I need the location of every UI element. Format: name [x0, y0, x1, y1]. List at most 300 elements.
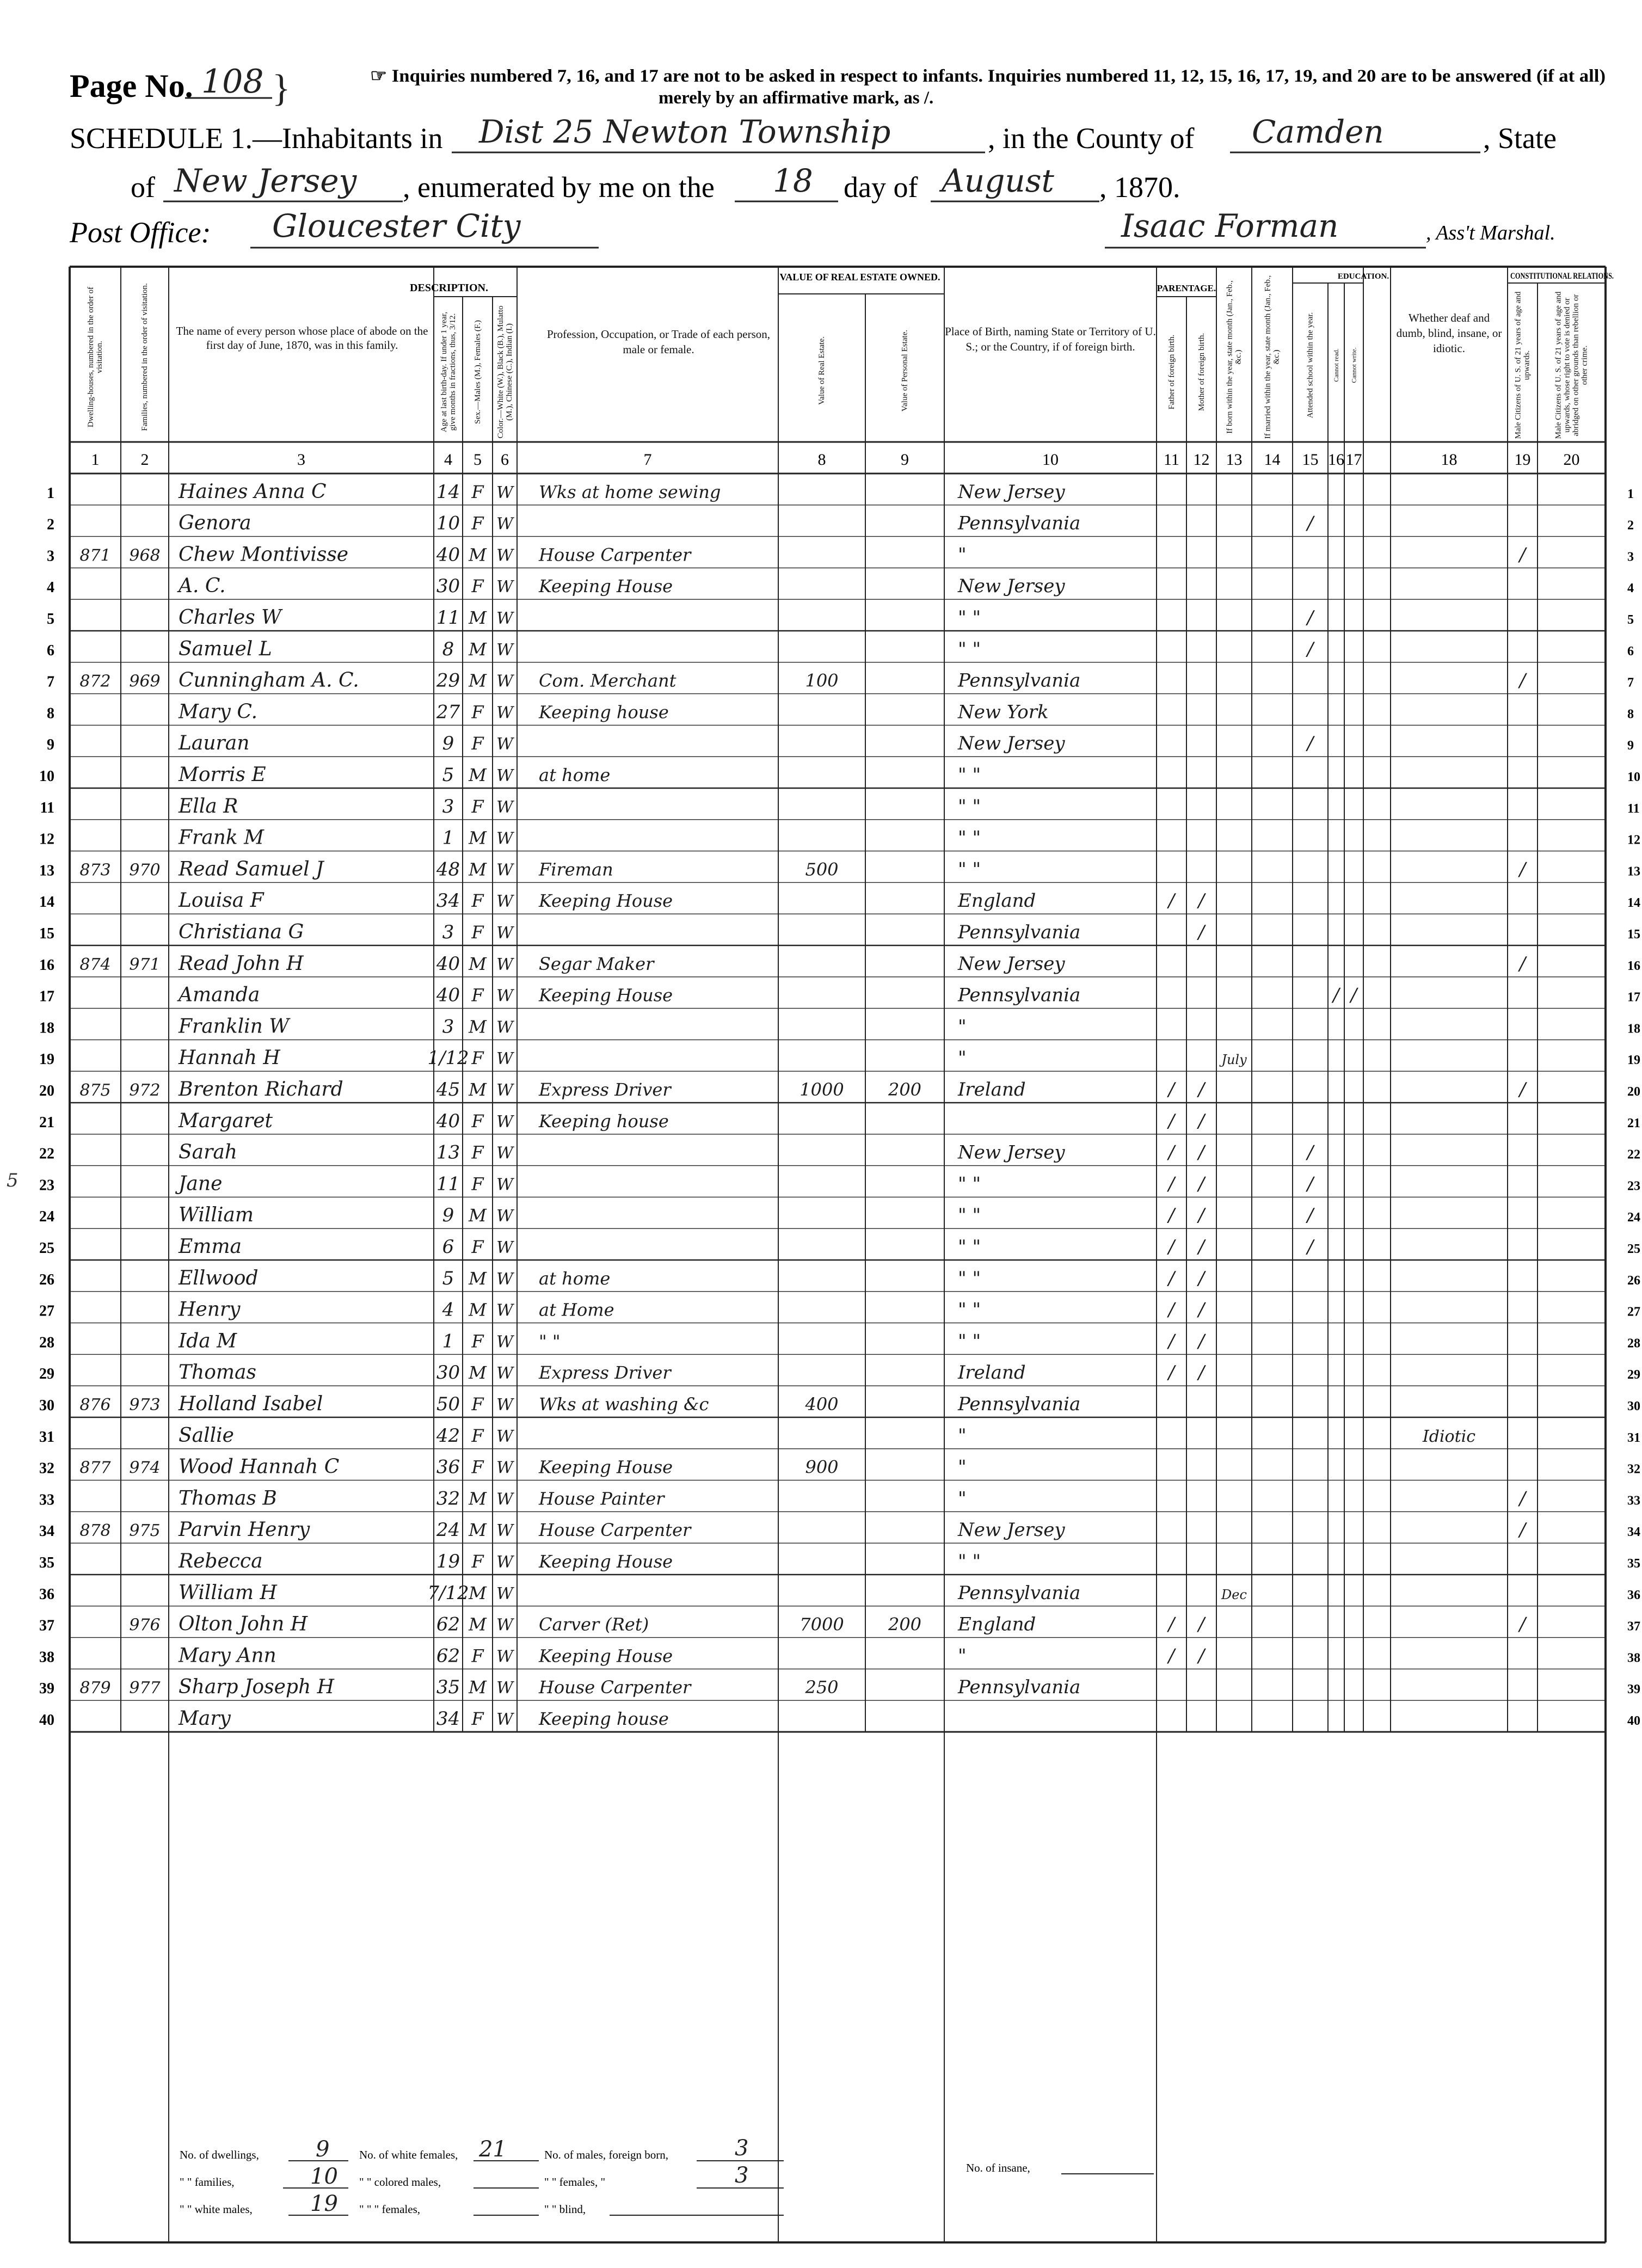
cell-dw: 873 — [79, 861, 111, 880]
cell-birth: " — [958, 1488, 967, 1510]
notice-line-2: merely by an affirmative mark, as /. — [659, 88, 934, 108]
cell-age: 32 — [436, 1488, 460, 1510]
row-number: 17 — [39, 988, 54, 1005]
cell-occ: House Carpenter — [539, 544, 691, 566]
cell-birth: England — [958, 890, 1036, 912]
cell-sex: F — [471, 1331, 484, 1352]
cell-birth: " " — [958, 827, 981, 849]
cell-name: Margaret — [179, 1109, 273, 1132]
cell-fa: / — [1168, 1141, 1175, 1164]
row-number-right: 31 — [1627, 1430, 1640, 1445]
cell-sch: / — [1307, 733, 1314, 755]
column-number: 1 — [91, 451, 100, 469]
cell-birth: " — [958, 1047, 967, 1070]
cell-col: W — [496, 703, 513, 723]
row-number: 23 — [39, 1177, 54, 1194]
cell-mo: / — [1198, 921, 1205, 943]
cell-sex: F — [471, 1456, 484, 1478]
cell-birth: " " — [958, 1330, 981, 1353]
district-value: Dist 25 Newton Township — [479, 113, 891, 150]
marshal-name: Isaac Forman — [1121, 207, 1339, 244]
cell-name: Emma — [179, 1236, 242, 1258]
summary-white-males-label: " " white males, — [180, 2203, 253, 2216]
cell-re: 400 — [805, 1394, 839, 1415]
summary-dwellings-label: No. of dwellings, — [180, 2148, 259, 2161]
row-number-right: 40 — [1627, 1714, 1640, 1728]
cell-age: 10 — [436, 512, 460, 534]
cell-age: 19 — [436, 1551, 460, 1572]
row-number: 5 — [47, 611, 54, 628]
cell-sex: F — [471, 1173, 484, 1195]
cell-mo: / — [1198, 1236, 1205, 1258]
row-number: 25 — [39, 1240, 54, 1257]
cell-name: Rebecca — [179, 1550, 263, 1572]
row-number: 7 — [47, 673, 54, 691]
cell-age: 30 — [436, 575, 460, 598]
cell-col: W — [496, 829, 513, 849]
group-header-education: EDUCATION. — [1337, 272, 1389, 281]
cell-sch: / — [1307, 1141, 1314, 1164]
year-label: , 1870. — [1099, 171, 1180, 204]
cell-age: 34 — [436, 1708, 460, 1730]
cell-re: 250 — [805, 1677, 839, 1698]
cell-mo: / — [1198, 1079, 1205, 1101]
cell-fa: / — [1168, 1110, 1175, 1132]
cell-sex: F — [471, 1142, 484, 1163]
row-number: 8 — [47, 705, 54, 722]
cell-mo: / — [1198, 1330, 1205, 1353]
cell-fa: / — [1168, 1079, 1175, 1101]
cell-name: Chew Montivisse — [179, 543, 349, 566]
cell-name: William H — [179, 1581, 277, 1604]
cell-birth: Pennsylvania — [958, 921, 1081, 943]
cell-sex: F — [471, 702, 484, 723]
cell-age: 34 — [436, 890, 460, 912]
cell-occ: Keeping House — [539, 1645, 673, 1667]
cell-dw: 871 — [79, 546, 111, 566]
cell-fam: 969 — [129, 672, 161, 691]
cell-mo: / — [1198, 1110, 1205, 1132]
cell-birth: " " — [958, 1551, 981, 1572]
cell-birth: England — [958, 1613, 1036, 1636]
col-header-c2: Families, numbered in the order of visitation. — [140, 283, 149, 431]
cell-col: W — [496, 577, 513, 597]
cell-col: W — [496, 1521, 513, 1541]
cell-birth: " " — [958, 1267, 981, 1289]
summary-foreign-females-label: " " females, " — [544, 2175, 606, 2189]
cell-name: Morris E — [179, 764, 266, 786]
cell-sch: / — [1307, 1236, 1314, 1258]
col-header-3-name: The name of every person whose place of abode on the first day of June, 1870, was in this family. — [176, 324, 428, 352]
cell-mo: / — [1198, 1299, 1205, 1321]
cell-age: 45 — [436, 1079, 460, 1101]
cell-occ: " " — [539, 1331, 561, 1352]
cell-occ: House Carpenter — [539, 1677, 691, 1698]
cell-name: Samuel L — [179, 637, 272, 660]
cell-dw: 877 — [79, 1458, 111, 1478]
row-number-right: 6 — [1627, 644, 1634, 659]
cell-re: 900 — [805, 1456, 839, 1478]
cell-name: Ella R — [179, 795, 238, 818]
column-number: 17 — [1345, 451, 1362, 469]
cell-age: 14 — [436, 481, 460, 503]
cell-fa: / — [1168, 890, 1175, 912]
col-header-c19: Male Citizens of U. S. of 21 years of age and upwards. — [1514, 291, 1532, 439]
enumerated-label: , enumerated by me on the — [403, 171, 715, 204]
cell-cw: / — [1350, 984, 1357, 1006]
cell-sex: M — [469, 607, 487, 628]
cell-age: 50 — [436, 1393, 460, 1415]
row-number: 19 — [39, 1051, 54, 1068]
summary-white-females-value: 21 — [479, 2137, 507, 2162]
cell-name: Brenton Richard — [179, 1078, 343, 1101]
cell-fa: / — [1168, 1613, 1175, 1636]
row-number: 22 — [39, 1145, 54, 1163]
cell-birth: New Jersey — [958, 1141, 1065, 1164]
row-number: 16 — [39, 956, 54, 974]
cell-name: Jane — [179, 1172, 223, 1195]
cell-col: W — [496, 1364, 513, 1384]
cell-col: W — [496, 640, 513, 660]
page-number: 108 — [201, 63, 264, 101]
summary-colored-females-label: " " " females, — [359, 2203, 421, 2216]
cell-col: W — [496, 1553, 513, 1572]
cell-age: 35 — [436, 1676, 460, 1699]
row-number: 34 — [39, 1523, 54, 1540]
cell-name: Frank M — [179, 826, 264, 849]
column-number: 15 — [1302, 451, 1319, 469]
cell-name: Haines Anna C — [179, 480, 327, 503]
group-header-parentage: PARENTAGE. — [1157, 283, 1216, 293]
row-number-right: 1 — [1627, 487, 1634, 501]
cell-fam: 974 — [129, 1458, 161, 1478]
cell-name: Read Samuel J — [179, 858, 324, 881]
cell-fam: 975 — [129, 1521, 161, 1541]
row-number-right: 7 — [1627, 675, 1634, 690]
cell-sch: / — [1307, 512, 1314, 534]
cell-col: W — [496, 735, 513, 754]
column-number: 20 — [1563, 451, 1580, 469]
row-number: 15 — [39, 925, 54, 942]
cell-age: 9 — [442, 733, 454, 755]
cell-age: 7/12 — [427, 1582, 469, 1604]
cell-occ: Keeping House — [539, 576, 673, 597]
column-number: 5 — [473, 451, 482, 469]
column-number: 9 — [901, 451, 909, 469]
cell-cit: / — [1519, 1519, 1526, 1541]
of-label: of — [131, 171, 155, 204]
row-number-right: 33 — [1627, 1493, 1640, 1508]
cell-fa: / — [1168, 1299, 1175, 1321]
cell-col: W — [496, 924, 513, 943]
cell-name: Christiana G — [179, 921, 304, 943]
cell-col: W — [496, 1207, 513, 1226]
col-header-c17: Cannot write. — [1350, 347, 1357, 383]
cell-sex: M — [469, 953, 487, 974]
cell-dw: 876 — [79, 1396, 111, 1415]
cell-sex: M — [469, 827, 487, 849]
row-number-right: 37 — [1627, 1619, 1640, 1634]
row-number: 26 — [39, 1271, 54, 1288]
cell-age: 40 — [436, 1110, 460, 1132]
row-number-right: 32 — [1627, 1462, 1640, 1477]
cell-age: 5 — [442, 1267, 454, 1289]
column-number: 13 — [1226, 451, 1243, 469]
cell-sex: F — [471, 1237, 484, 1257]
cell-birth: " " — [958, 1236, 981, 1258]
cell-birth: New Jersey — [958, 1519, 1065, 1541]
cell-sex: F — [471, 1394, 484, 1415]
row-number-right: 14 — [1627, 896, 1640, 911]
cell-sex: M — [469, 1362, 487, 1384]
cell-birth: Pennsylvania — [958, 669, 1081, 692]
col-header-c14: If married within the year, state month (Jan., Feb., &c.) — [1263, 275, 1281, 439]
cell-sex: F — [471, 513, 484, 534]
row-number: 14 — [39, 894, 54, 911]
cell-name: Sallie — [179, 1424, 234, 1447]
cell-sex: F — [471, 890, 484, 912]
cell-col: W — [496, 892, 513, 912]
cell-sex: F — [471, 922, 484, 943]
post-office-value: Gloucester City — [272, 207, 521, 244]
cell-name: Sharp Joseph H — [179, 1676, 334, 1699]
cell-cit: / — [1519, 1488, 1526, 1510]
cell-fa: / — [1168, 1267, 1175, 1289]
cell-col: W — [496, 766, 513, 785]
cell-name: Mary C. — [179, 700, 258, 723]
column-number: 16 — [1328, 451, 1344, 469]
day-value: 18 — [773, 162, 813, 199]
cell-age: 13 — [436, 1141, 460, 1164]
cell-sex: M — [469, 859, 487, 880]
notice-line-1: ☞ Inquiries numbered 7, 16, and 17 are not to be asked in respect to infants. Inquiries numbered 11, 12, 15, 16, 17, 19, and 20 are to be answered (if at all) — [370, 66, 1606, 86]
column-number: 12 — [1193, 451, 1210, 469]
cell-sex: M — [469, 1016, 487, 1037]
marshal-label: , Ass't Marshal. — [1426, 222, 1555, 244]
cell-occ: Segar Maker — [539, 953, 654, 974]
cell-cit: / — [1519, 952, 1526, 975]
cell-re: 7000 — [800, 1614, 844, 1635]
cell-birth: Pennsylvania — [958, 984, 1081, 1006]
row-number-right: 13 — [1627, 864, 1640, 879]
row-number: 6 — [47, 642, 54, 659]
cell-re: 500 — [805, 859, 839, 880]
cell-sex: M — [469, 1614, 487, 1635]
cell-occ: Keeping House — [539, 890, 673, 912]
row-number-right: 20 — [1627, 1085, 1640, 1099]
cell-cr: / — [1333, 984, 1339, 1006]
col-header-c12: Mother of foreign birth. — [1197, 333, 1206, 411]
cell-fam: 976 — [129, 1615, 161, 1635]
cell-name: William — [179, 1204, 254, 1227]
row-number: 28 — [39, 1334, 54, 1351]
cell-mo: / — [1198, 1362, 1205, 1384]
cell-mo: / — [1198, 1645, 1205, 1667]
cell-age: 1/12 — [427, 1047, 469, 1070]
cell-sex: F — [471, 1425, 484, 1446]
cell-age: 1 — [442, 827, 454, 849]
column-number: 2 — [140, 451, 149, 469]
cell-mo: / — [1198, 1141, 1205, 1164]
cell-cit: / — [1519, 1613, 1526, 1636]
cell-mo: / — [1198, 1267, 1205, 1289]
row-number-right: 39 — [1627, 1682, 1640, 1697]
cell-col: W — [496, 1679, 513, 1698]
cell-sex: F — [471, 796, 484, 817]
row-number: 2 — [47, 516, 54, 533]
cell-birth: New York — [958, 701, 1049, 723]
cell-col: W — [496, 1238, 513, 1257]
state-value: New Jersey — [174, 162, 357, 199]
cell-cit: / — [1519, 544, 1526, 566]
cell-name: Ellwood — [179, 1267, 259, 1289]
row-number-right: 26 — [1627, 1273, 1640, 1288]
cell-age: 48 — [436, 858, 460, 881]
cell-bm: July — [1221, 1052, 1247, 1068]
cell-age: 9 — [442, 1204, 454, 1227]
cell-col: W — [496, 861, 513, 880]
cell-sex: M — [469, 1582, 487, 1603]
cell-sex: M — [469, 765, 487, 785]
cell-age: 8 — [442, 638, 454, 660]
row-number-right: 29 — [1627, 1368, 1640, 1382]
cell-col: W — [496, 1710, 513, 1729]
row-number: 20 — [39, 1083, 54, 1099]
cell-fam: 970 — [129, 861, 161, 880]
row-number-right: 3 — [1627, 550, 1634, 564]
cell-sex: M — [469, 1268, 487, 1289]
cell-cit: / — [1519, 669, 1526, 692]
cell-pe: 200 — [888, 1079, 922, 1100]
cell-col: W — [496, 1301, 513, 1320]
cell-sex: M — [469, 1205, 487, 1226]
cell-name: Olton John H — [179, 1613, 308, 1636]
cell-fa: / — [1168, 1236, 1175, 1258]
row-number: 9 — [47, 736, 54, 754]
row-number-right: 5 — [1627, 613, 1634, 627]
cell-dis: Idiotic — [1422, 1427, 1476, 1446]
state-label: , State — [1483, 122, 1557, 155]
group-header-constitutional: CONSTITUTIONAL RELATIONS. — [1510, 272, 1614, 281]
row-number: 36 — [39, 1585, 54, 1603]
cell-col: W — [496, 1175, 513, 1195]
row-number: 32 — [39, 1460, 54, 1477]
row-number: 35 — [39, 1554, 54, 1571]
cell-dw: 874 — [79, 955, 111, 974]
cell-occ: Keeping house — [539, 702, 669, 723]
cell-name: Thomas — [179, 1361, 256, 1384]
cell-sex: F — [471, 481, 484, 502]
cell-birth: Pennsylvania — [958, 1676, 1081, 1699]
cell-col: W — [496, 1332, 513, 1352]
summary-dwellings-value: 9 — [316, 2137, 330, 2162]
cell-sch: / — [1307, 1204, 1314, 1227]
cell-sex: M — [469, 544, 487, 566]
col-header-c13: If born within the year, state month (Jan., Feb., &c.) — [1225, 280, 1243, 434]
cell-dw: 872 — [79, 672, 111, 691]
row-number-right: 30 — [1627, 1399, 1640, 1413]
cell-birth: " " — [958, 858, 981, 881]
cell-name: Amanda — [179, 984, 260, 1006]
cell-occ: Fireman — [539, 859, 613, 880]
cell-occ: at home — [539, 765, 611, 785]
cell-occ: at home — [539, 1268, 611, 1289]
cell-age: 6 — [442, 1236, 454, 1258]
column-number: 8 — [817, 451, 826, 469]
cell-age: 4 — [442, 1299, 454, 1321]
cell-re: 100 — [805, 670, 839, 691]
cell-age: 3 — [442, 795, 454, 818]
col-header-10-birthplace: Place of Birth, naming State or Territory of U. S.; or the Country, if of foreign birth. — [945, 325, 1156, 353]
cell-birth: " " — [958, 1299, 981, 1321]
row-number: 37 — [39, 1617, 54, 1634]
cell-sex: M — [469, 638, 487, 660]
cell-fa: / — [1168, 1362, 1175, 1384]
cell-occ: Com. Merchant — [539, 670, 677, 691]
summary-foreign-males-value: 3 — [735, 2136, 749, 2161]
cell-birth: " " — [958, 764, 981, 786]
cell-birth: New Jersey — [958, 575, 1065, 598]
cell-occ: at Home — [539, 1299, 614, 1320]
cell-col: W — [496, 1584, 513, 1603]
cell-mo: / — [1198, 1173, 1205, 1195]
margin-mark: 5 — [7, 1170, 19, 1191]
summary-foreign-females-value: 3 — [735, 2163, 749, 2188]
cell-cit: / — [1519, 1079, 1526, 1101]
cell-col: W — [496, 986, 513, 1006]
row-number-right: 9 — [1627, 739, 1634, 753]
col-header-7-occupation: Profession, Occupation, or Trade of each person, male or female. — [547, 328, 770, 356]
row-number: 31 — [39, 1428, 54, 1446]
cell-name: Charles W — [179, 606, 282, 629]
summary-foreign-males-label: No. of males, foreign born, — [544, 2148, 669, 2161]
svg-text:}: } — [272, 67, 291, 109]
cell-age: 30 — [436, 1362, 460, 1384]
cell-sex: F — [471, 1708, 484, 1729]
cell-birth: Pennsylvania — [958, 1582, 1081, 1604]
cell-mo: / — [1198, 1613, 1205, 1636]
cell-age: 40 — [436, 984, 460, 1006]
cell-col: W — [496, 955, 513, 974]
cell-col: W — [496, 1049, 513, 1069]
row-number-right: 19 — [1627, 1053, 1640, 1068]
row-number: 13 — [39, 862, 54, 880]
month-value: August — [942, 162, 1054, 199]
col-header-c5: Sex.—Males (M.), Females (F.) — [473, 320, 482, 424]
cell-col: W — [496, 1269, 513, 1289]
row-number-right: 21 — [1627, 1116, 1640, 1130]
cell-name: Parvin Henry — [179, 1519, 310, 1541]
cell-col: W — [496, 514, 513, 534]
cell-age: 27 — [436, 701, 460, 723]
cell-dw: 875 — [79, 1081, 111, 1100]
cell-mo: / — [1198, 890, 1205, 912]
row-number: 30 — [39, 1397, 54, 1414]
cell-birth: Ireland — [958, 1362, 1026, 1384]
cell-birth: New Jersey — [958, 952, 1065, 975]
col-header-c16: Cannot read. — [1332, 348, 1340, 382]
cell-name: Sarah — [179, 1141, 237, 1164]
cell-birth: " " — [958, 607, 981, 629]
column-number: 14 — [1264, 451, 1281, 469]
row-number: 29 — [39, 1366, 54, 1383]
cell-occ: Express Driver — [539, 1079, 671, 1100]
cell-age: 5 — [442, 764, 454, 786]
column-number: 19 — [1514, 451, 1531, 469]
cell-name: Thomas B — [179, 1487, 277, 1510]
cell-fa: / — [1168, 1330, 1175, 1353]
cell-col: W — [496, 1427, 513, 1446]
